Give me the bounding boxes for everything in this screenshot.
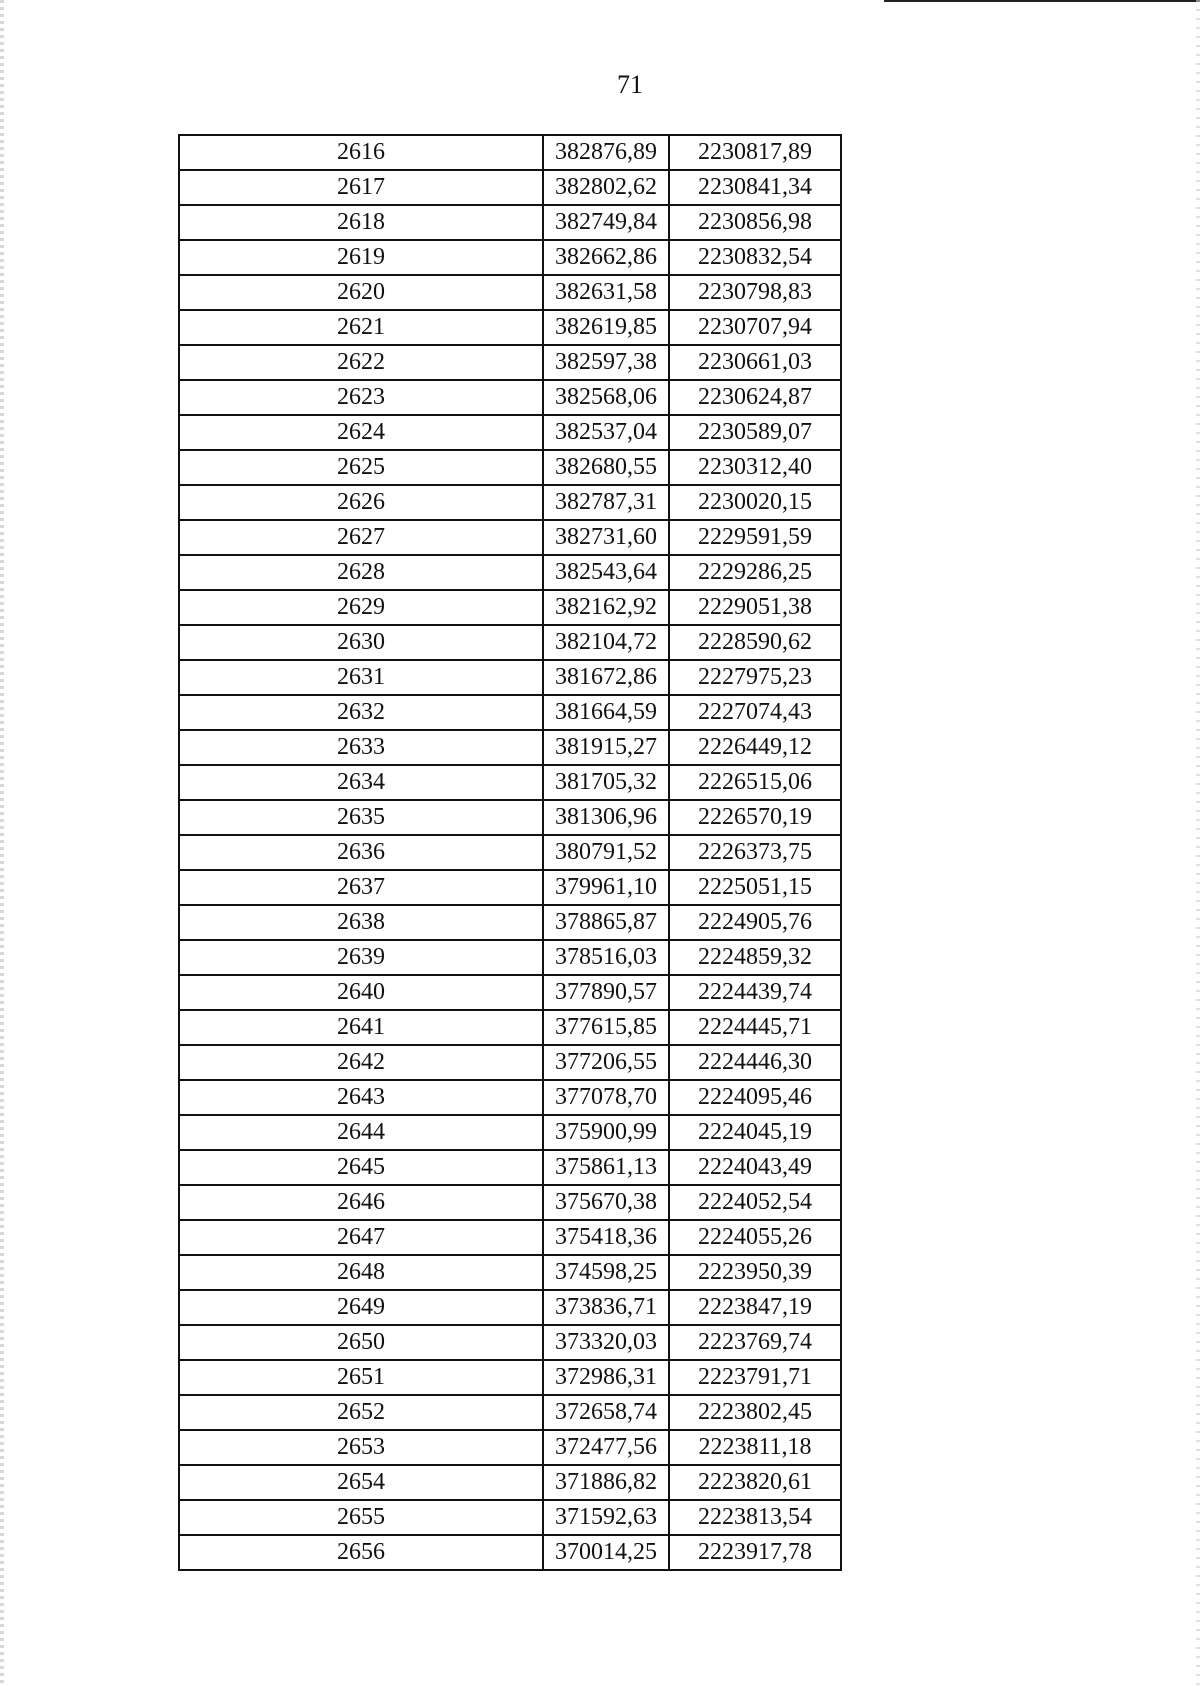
page-number: 71 (617, 70, 643, 99)
table-row (179, 975, 841, 1010)
table-row (179, 1360, 841, 1395)
x-coordinate-cell: 382568,06 (543, 380, 669, 415)
table-row (179, 415, 841, 450)
point-number-cell: 2634 (179, 765, 543, 800)
y-coordinate-cell: 2230856,98 (669, 205, 841, 240)
table-row (179, 660, 841, 695)
point-number-cell: 2656 (179, 1535, 543, 1570)
table-row (179, 1150, 841, 1185)
x-coordinate-cell: 381672,86 (543, 660, 669, 695)
x-coordinate-cell: 381306,96 (543, 800, 669, 835)
x-coordinate-cell: 382619,85 (543, 310, 669, 345)
table-row (179, 380, 841, 415)
point-number-cell: 2644 (179, 1115, 543, 1150)
table-row (179, 905, 841, 940)
y-coordinate-cell: 2223847,19 (669, 1290, 841, 1325)
table-row (179, 135, 841, 170)
point-number-cell: 2631 (179, 660, 543, 695)
y-coordinate-cell: 2230661,03 (669, 345, 841, 380)
point-number-cell: 2653 (179, 1430, 543, 1465)
x-coordinate-cell: 382876,89 (543, 135, 669, 170)
y-coordinate-cell: 2223769,74 (669, 1325, 841, 1360)
table-row (179, 1430, 841, 1465)
y-coordinate-cell: 2223813,54 (669, 1500, 841, 1535)
table-row (179, 1535, 841, 1570)
top-rule (884, 0, 1200, 2)
point-number-cell: 2655 (179, 1500, 543, 1535)
table-row (179, 170, 841, 205)
y-coordinate-cell: 2224045,19 (669, 1115, 841, 1150)
y-coordinate-cell: 2224445,71 (669, 1010, 841, 1045)
y-coordinate-cell: 2223917,78 (669, 1535, 841, 1570)
table-row (179, 835, 841, 870)
y-coordinate-cell: 2224439,74 (669, 975, 841, 1010)
point-number-cell: 2646 (179, 1185, 543, 1220)
table-row (179, 1465, 841, 1500)
y-coordinate-cell: 2224905,76 (669, 905, 841, 940)
x-coordinate-cell: 382802,62 (543, 170, 669, 205)
point-number-cell: 2624 (179, 415, 543, 450)
x-coordinate-cell: 375418,36 (543, 1220, 669, 1255)
x-coordinate-cell: 382787,31 (543, 485, 669, 520)
y-coordinate-cell: 2224446,30 (669, 1045, 841, 1080)
point-number-cell: 2617 (179, 170, 543, 205)
table-row (179, 485, 841, 520)
x-coordinate-cell: 382104,72 (543, 625, 669, 660)
y-coordinate-cell: 2224859,32 (669, 940, 841, 975)
point-number-cell: 2616 (179, 135, 543, 170)
table-row (179, 695, 841, 730)
y-coordinate-cell: 2230589,07 (669, 415, 841, 450)
x-coordinate-cell: 378516,03 (543, 940, 669, 975)
point-number-cell: 2650 (179, 1325, 543, 1360)
point-number-cell: 2635 (179, 800, 543, 835)
x-coordinate-cell: 372986,31 (543, 1360, 669, 1395)
point-number-cell: 2622 (179, 345, 543, 380)
x-coordinate-cell: 373320,03 (543, 1325, 669, 1360)
x-coordinate-cell: 382749,84 (543, 205, 669, 240)
x-coordinate-cell: 370014,25 (543, 1535, 669, 1570)
y-coordinate-cell: 2229286,25 (669, 555, 841, 590)
point-number-cell: 2645 (179, 1150, 543, 1185)
table-row (179, 310, 841, 345)
point-number-cell: 2623 (179, 380, 543, 415)
point-number-cell: 2648 (179, 1255, 543, 1290)
x-coordinate-cell: 371592,63 (543, 1500, 669, 1535)
table-row (179, 275, 841, 310)
x-coordinate-cell: 381664,59 (543, 695, 669, 730)
x-coordinate-cell: 379961,10 (543, 870, 669, 905)
point-number-cell: 2652 (179, 1395, 543, 1430)
table-row (179, 555, 841, 590)
point-number-cell: 2632 (179, 695, 543, 730)
table-row (179, 765, 841, 800)
table-row (179, 1010, 841, 1045)
x-coordinate-cell: 377615,85 (543, 1010, 669, 1045)
y-coordinate-cell: 2230312,40 (669, 450, 841, 485)
x-coordinate-cell: 382597,38 (543, 345, 669, 380)
x-coordinate-cell: 374598,25 (543, 1255, 669, 1290)
x-coordinate-cell: 380791,52 (543, 835, 669, 870)
x-coordinate-cell: 372477,56 (543, 1430, 669, 1465)
x-coordinate-cell: 382162,92 (543, 590, 669, 625)
table-row (179, 520, 841, 555)
x-coordinate-cell: 373836,71 (543, 1290, 669, 1325)
x-coordinate-cell: 375861,13 (543, 1150, 669, 1185)
y-coordinate-cell: 2230707,94 (669, 310, 841, 345)
x-coordinate-cell: 382680,55 (543, 450, 669, 485)
y-coordinate-cell: 2224043,49 (669, 1150, 841, 1185)
y-coordinate-cell: 2230832,54 (669, 240, 841, 275)
y-coordinate-cell: 2226515,06 (669, 765, 841, 800)
x-coordinate-cell: 381915,27 (543, 730, 669, 765)
table-row (179, 1325, 841, 1360)
point-number-cell: 2627 (179, 520, 543, 555)
scan-edge-right (1196, 0, 1200, 1686)
y-coordinate-cell: 2227975,23 (669, 660, 841, 695)
y-coordinate-cell: 2226449,12 (669, 730, 841, 765)
y-coordinate-cell: 2224095,46 (669, 1080, 841, 1115)
point-number-cell: 2629 (179, 590, 543, 625)
x-coordinate-cell: 375670,38 (543, 1185, 669, 1220)
point-number-cell: 2647 (179, 1220, 543, 1255)
y-coordinate-cell: 2224052,54 (669, 1185, 841, 1220)
table-row (179, 1080, 841, 1115)
point-number-cell: 2642 (179, 1045, 543, 1080)
point-number-cell: 2637 (179, 870, 543, 905)
x-coordinate-cell: 377890,57 (543, 975, 669, 1010)
coordinates-table (178, 134, 842, 1571)
y-coordinate-cell: 2229051,38 (669, 590, 841, 625)
x-coordinate-cell: 375900,99 (543, 1115, 669, 1150)
point-number-cell: 2628 (179, 555, 543, 590)
point-number-cell: 2654 (179, 1465, 543, 1500)
coordinates-table-body (179, 135, 841, 1570)
point-number-cell: 2641 (179, 1010, 543, 1045)
table-row (179, 730, 841, 765)
point-number-cell: 2643 (179, 1080, 543, 1115)
table-row (179, 1045, 841, 1080)
y-coordinate-cell: 2230798,83 (669, 275, 841, 310)
x-coordinate-cell: 382631,58 (543, 275, 669, 310)
y-coordinate-cell: 2228590,62 (669, 625, 841, 660)
point-number-cell: 2639 (179, 940, 543, 975)
table-row (179, 800, 841, 835)
x-coordinate-cell: 378865,87 (543, 905, 669, 940)
y-coordinate-cell: 2230817,89 (669, 135, 841, 170)
point-number-cell: 2619 (179, 240, 543, 275)
y-coordinate-cell: 2226373,75 (669, 835, 841, 870)
y-coordinate-cell: 2225051,15 (669, 870, 841, 905)
table-row (179, 1115, 841, 1150)
table-row (179, 870, 841, 905)
y-coordinate-cell: 2223811,18 (669, 1430, 841, 1465)
y-coordinate-cell: 2230841,34 (669, 170, 841, 205)
x-coordinate-cell: 382731,60 (543, 520, 669, 555)
point-number-cell: 2640 (179, 975, 543, 1010)
y-coordinate-cell: 2230624,87 (669, 380, 841, 415)
point-number-cell: 2636 (179, 835, 543, 870)
x-coordinate-cell: 371886,82 (543, 1465, 669, 1500)
table-row (179, 1185, 841, 1220)
table-row (179, 240, 841, 275)
y-coordinate-cell: 2223950,39 (669, 1255, 841, 1290)
x-coordinate-cell: 382543,64 (543, 555, 669, 590)
y-coordinate-cell: 2230020,15 (669, 485, 841, 520)
table-row (179, 590, 841, 625)
table-row (179, 940, 841, 975)
y-coordinate-cell: 2223791,71 (669, 1360, 841, 1395)
y-coordinate-cell: 2224055,26 (669, 1220, 841, 1255)
point-number-cell: 2649 (179, 1290, 543, 1325)
table-row (179, 1395, 841, 1430)
x-coordinate-cell: 377078,70 (543, 1080, 669, 1115)
x-coordinate-cell: 377206,55 (543, 1045, 669, 1080)
point-number-cell: 2630 (179, 625, 543, 660)
y-coordinate-cell: 2223802,45 (669, 1395, 841, 1430)
table-row (179, 1220, 841, 1255)
x-coordinate-cell: 372658,74 (543, 1395, 669, 1430)
table-row (179, 1255, 841, 1290)
point-number-cell: 2625 (179, 450, 543, 485)
table-row (179, 1500, 841, 1535)
y-coordinate-cell: 2223820,61 (669, 1465, 841, 1500)
point-number-cell: 2618 (179, 205, 543, 240)
point-number-cell: 2621 (179, 310, 543, 345)
point-number-cell: 2651 (179, 1360, 543, 1395)
y-coordinate-cell: 2226570,19 (669, 800, 841, 835)
y-coordinate-cell: 2227074,43 (669, 695, 841, 730)
table-row (179, 450, 841, 485)
point-number-cell: 2638 (179, 905, 543, 940)
y-coordinate-cell: 2229591,59 (669, 520, 841, 555)
x-coordinate-cell: 381705,32 (543, 765, 669, 800)
point-number-cell: 2620 (179, 275, 543, 310)
point-number-cell: 2626 (179, 485, 543, 520)
table-row (179, 345, 841, 380)
x-coordinate-cell: 382537,04 (543, 415, 669, 450)
table-row (179, 1290, 841, 1325)
scan-edge-left (0, 0, 4, 1686)
table-row (179, 205, 841, 240)
point-number-cell: 2633 (179, 730, 543, 765)
x-coordinate-cell: 382662,86 (543, 240, 669, 275)
table-row (179, 625, 841, 660)
